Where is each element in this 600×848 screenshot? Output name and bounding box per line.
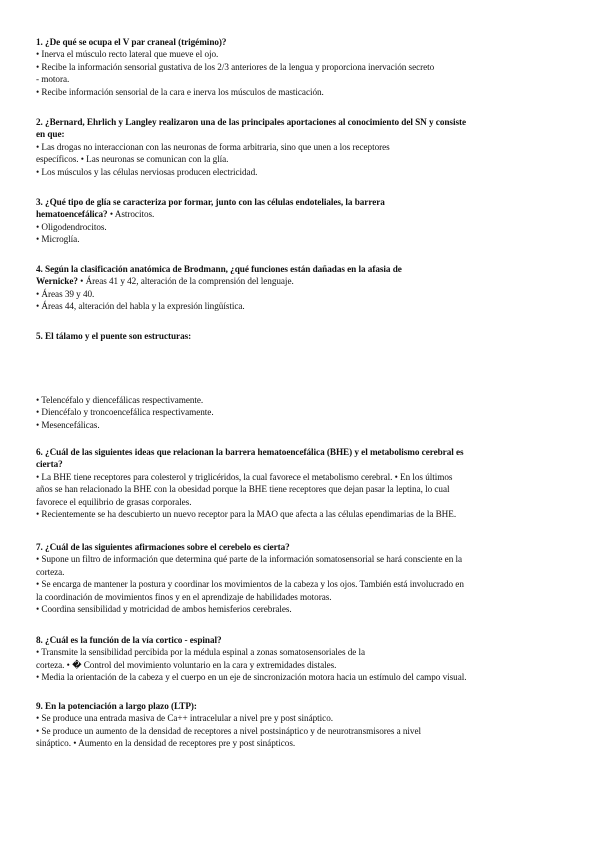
answer-option: • Se encarga de mantener la postura y coordinar los movimientos de la cabeza y los ojos. También está involucrado en	[36, 579, 464, 590]
answer-option: • Los músculos y las células nerviosas producen electricidad.	[36, 166, 258, 177]
answer-option: • Recibe la información sensorial gustativa de los 2/3 anteriores de la lengua y proporciona inervación secreto	[36, 61, 435, 72]
question-7	[36, 541, 570, 615]
answer-option: • Se produce un aumento de la densidad de receptores a nivel postsináptico y de neurotransmisores a nivel	[36, 725, 422, 736]
answer-option-continuation: corteza.	[36, 566, 65, 577]
question-title-continuation: Wernicke?	[36, 276, 78, 287]
question-title: 7. ¿Cuál de las siguientes afirmaciones sobre el cerebelo es cierta?	[36, 542, 290, 552]
answer-option: • Recientemente se ha descubierto un nuevo receptor para la MAO que afecta a las células ependimarias de la BHE.	[36, 509, 457, 520]
answer-option: • Supone un filtro de información que determina qué parte de la información somatosensorial se hará consciente en la	[36, 554, 463, 565]
answer-option: • Las drogas no interaccionan con las neuronas de forma arbitraria, sino que unen a los receptores	[36, 141, 390, 152]
answer-option: específicos. • Las neuronas se comunican con la glía.	[36, 154, 229, 165]
question-title: 1. ¿De qué se ocupa el V par craneal (trigémino)?	[36, 37, 227, 47]
answer-option: • Inerva el músculo recto lateral que mueve el ojo.	[36, 49, 219, 60]
question-8	[36, 634, 570, 684]
question-title: 8. ¿Cuál es la función de la vía cortico - espinal?	[36, 635, 222, 645]
question-title: 6. ¿Cuál de las siguientes ideas que relacionan la barrera hematoencefálica (BHE) y el metabolismo cerebral es	[36, 447, 464, 457]
question-1	[36, 36, 570, 98]
question-title: 9. En la potenciación a largo plazo (LTP):	[36, 701, 197, 711]
answer-option: • Coordina sensibilidad y motricidad de ambos hemisferios cerebrales.	[36, 604, 292, 615]
answer-option: • Áreas 44, alteración del habla y la expresión lingüística.	[36, 301, 245, 312]
question-title-continuation: hematoencefálica?	[36, 209, 108, 220]
answer-option: • Se produce una entrada masiva de Ca++ intracelular a nivel pre y post sináptico.	[36, 713, 333, 724]
answer-option: • Media la orientación de la cabeza y el cuerpo en un eje de sincronización motora hacia un estímulo del campo visual.	[36, 672, 467, 683]
question-5	[36, 330, 570, 342]
answer-option-continuation: años se han relacionado la BHE con la obesidad porque la BHE tiene receptores que dejan pasar la leptina, lo cual	[36, 484, 450, 495]
answer-option: • Diencéfalo y troncoencefálica respectivamente.	[36, 407, 214, 418]
answer-option: • Mesencefálicas.	[36, 419, 100, 430]
answer-option: • Oligodendrocitos.	[36, 221, 107, 232]
answer-option: • Recibe información sensorial de la cara e inerva los músculos de masticación.	[36, 86, 324, 97]
question-3	[36, 196, 570, 246]
answer-option: • Microglía.	[36, 234, 80, 245]
question-title: 4. Según la clasificación anatómica de Brodmann, ¿qué funciones están dañadas en la afasia de	[36, 264, 402, 274]
question-2	[36, 116, 570, 178]
answer-option: • Áreas 41 y 42, alteración de la comprensión del lenguaje.	[77, 276, 294, 287]
answer-option: sináptico. • Aumento en la densidad de receptores pre y post sinápticos.	[36, 738, 296, 749]
answer-option-continuation: la coordinación de movimientos finos y en el aprendizaje de habilidades motoras.	[36, 591, 332, 602]
answer-option-continuation: favorece el equilibrio de grasas corporales.	[36, 496, 192, 507]
answer-option: • Telencéfalo y diencefálicas respectivamente.	[36, 395, 204, 405]
question-title-continuation: en que:	[36, 129, 65, 140]
question-5-options	[36, 394, 570, 431]
question-title: 2. ¿Bernard, Ehrlich y Langley realizaron una de las principales aportaciones al conocimiento del SN y consiste	[36, 117, 467, 127]
question-4	[36, 263, 570, 313]
question-title-continuation: cierta?	[36, 459, 63, 470]
answer-option-continuation: - motora.	[36, 74, 70, 85]
answer-option: corteza. • � Control del movimiento voluntario en la cara y extremidades distales.	[36, 659, 337, 670]
answer-option: • La BHE tiene receptores para colesterol y triglicéridos, la cual favorece el metabolismo cerebral. • En los últimos	[36, 471, 453, 482]
question-title: 5. El tálamo y el puente son estructuras:	[36, 331, 192, 341]
question-6	[36, 446, 570, 520]
answer-option: • Áreas 39 y 40.	[36, 288, 95, 299]
question-title: 3. ¿Qué tipo de glía se caracteriza por formar, junto con las células endoteliales, la barrera	[36, 197, 385, 207]
answer-option: • Transmite la sensibilidad percibida por la médula espinal a zonas somatosensoriales de la	[36, 647, 366, 658]
question-9	[36, 700, 570, 750]
answer-option: • Astrocitos.	[107, 209, 155, 220]
